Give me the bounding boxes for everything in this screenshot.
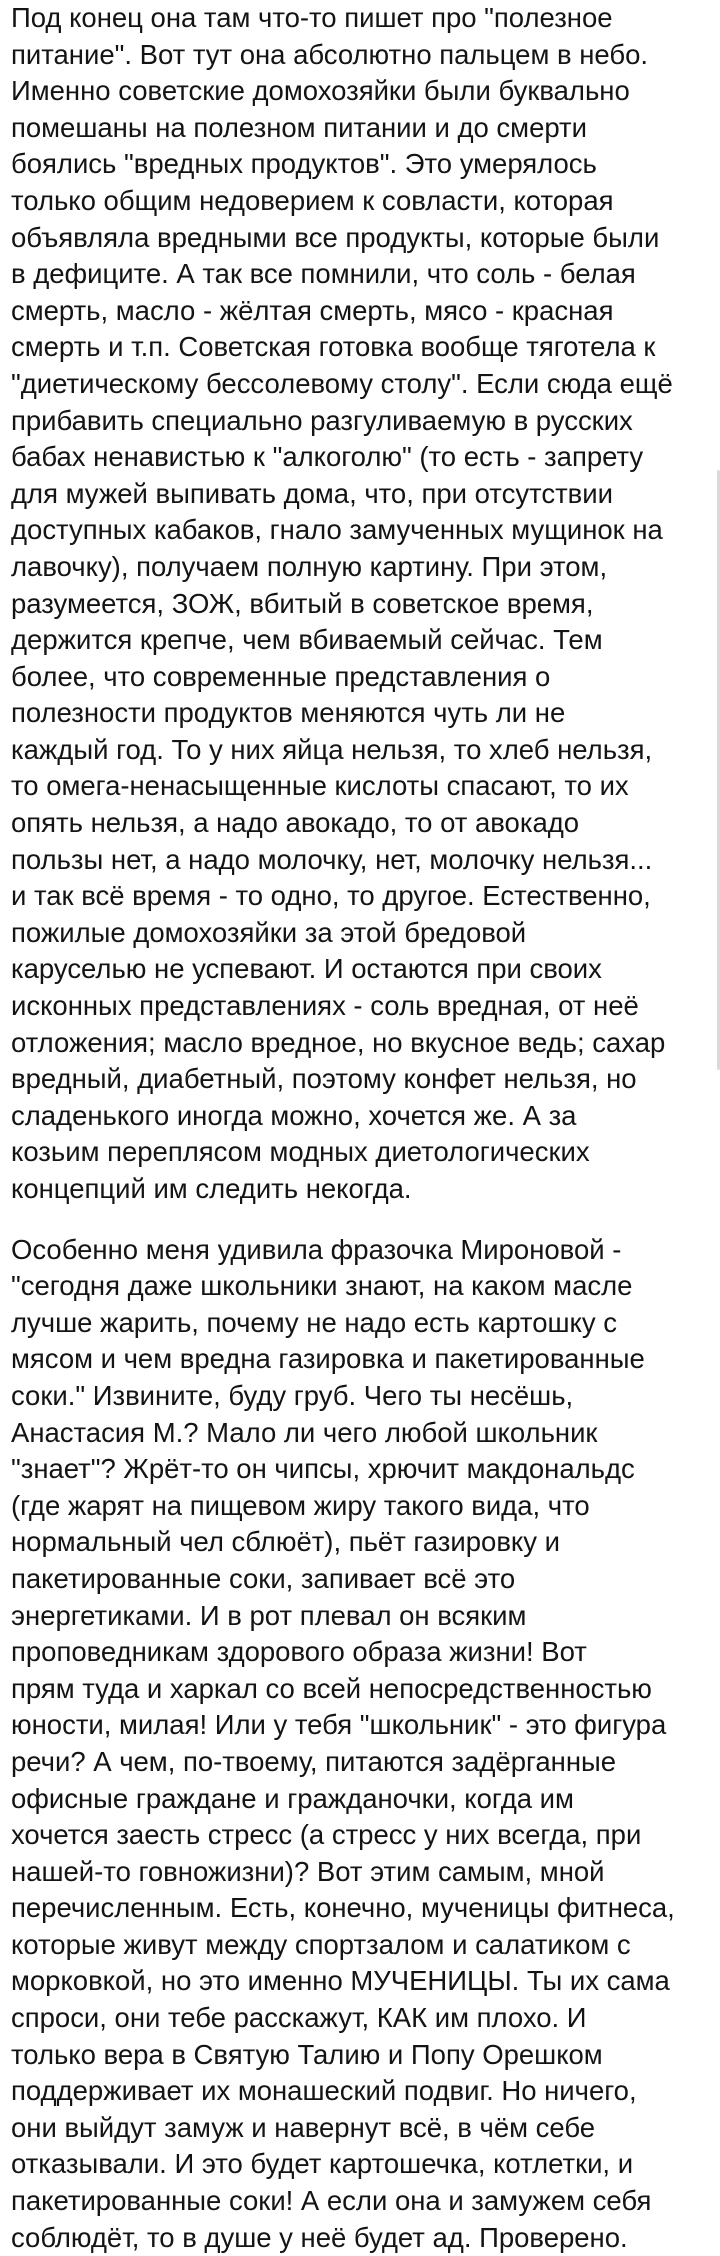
text-line: соблюдёт, то в душе у неё будет ад. Проверено. — [11, 2221, 628, 2253]
text-line: Анастасия М.? Мало ли чего любой школьник — [11, 1416, 598, 1448]
text-line: исконных представлениях - соль вредная, от неё — [11, 990, 639, 1022]
text-line: "знает"? Жрёт-то он чипсы, хрючит макдональдс — [11, 1453, 635, 1485]
text-line: поддерживает их монашеский подвиг. Но ничего, — [11, 2075, 637, 2107]
text-line: офисные граждане и гражданочки, когда им — [11, 1782, 574, 1814]
text-line: в дефиците. А так все помнили, что соль - белая — [11, 258, 636, 290]
text-line: прям туда и харкал со всей непосредственностью — [11, 1672, 652, 1704]
text-line: пользы нет, а надо молочку, нет, молочку нельзя... — [11, 843, 653, 875]
text-line: юности, милая! Или у тебя "школьник" - это фигура — [11, 1709, 667, 1741]
text-line: морковкой, но это именно МУЧЕНИЦЫ. Ты их сама — [11, 1965, 670, 1997]
text-line: питание". Вот тут она абсолютно пальцем в небо. — [11, 38, 649, 70]
text-line: Именно советские домохозяйки были буквально — [11, 75, 630, 107]
text-line: Особенно меня удивила фразочка Мироновой - — [11, 1233, 622, 1265]
text-line: мясом и чем вредна газировка и пакетированные — [11, 1343, 645, 1375]
text-line: боялись "вредных продуктов". Это умерялось — [11, 148, 597, 180]
text-line: только общим недоверием к совласти, которая — [11, 184, 614, 216]
text-line: каруселью не успевают. И остаются при своих — [11, 953, 602, 985]
text-line: отказывали. И это будет картошечка, котлетки, и — [11, 2148, 634, 2180]
text-line: смерть и т.п. Советская готовка вообще тяготела к — [11, 331, 656, 363]
text-line: пакетированные соки, запивает всё это — [11, 1562, 516, 1594]
text-line: отложения; масло вредное, но вкусное ведь; сахар — [11, 1026, 666, 1058]
text-line: спроси, они тебе расскажут, КАК им плохо. И — [11, 2002, 587, 2034]
text-line: Под конец она там что-то пишет про "полезное — [11, 2, 613, 33]
text-line: держится крепче, чем вбиваемый сейчас. Тем — [11, 624, 603, 656]
text-line: хочется заесть стресс (а стресс у них всегда, при — [11, 1819, 642, 1851]
text-line: концепций им следить некогда. — [11, 1173, 412, 1204]
text-line: помешаны на полезном питании и до смерти — [11, 111, 587, 143]
text-line: соки." Извините, буду груб. Чего ты несёшь, — [11, 1379, 574, 1411]
paragraph-2 — [0, 1232, 720, 2256]
text-line: прибавить специально разгуливаемую в русских — [11, 404, 633, 436]
text-line: полезности продуктов меняются чуть ли не — [11, 697, 566, 729]
text-line: нормальный чел сблюёт), пьёт газировку и — [11, 1526, 560, 1558]
text-line: речи? А чем, по-твоему, питаются задёрганные — [11, 1745, 617, 1777]
text-line: разумеется, ЗОЖ, вбитый в советское время, — [11, 587, 594, 619]
text-line: лавочку), получаем полную картину. При этом, — [11, 550, 608, 582]
text-line: смерть, масло - жёлтая смерть, мясо - красная — [11, 294, 614, 326]
text-line: опять нельзя, а надо авокадо, то от авокадо — [11, 807, 580, 839]
text-line: доступных кабаков, гнало замученных мущинок на — [11, 514, 663, 546]
text-line: только вера в Святую Талию и Попу Орешком — [11, 2038, 603, 2070]
text-line: проповедникам здорового образа жизни! Вот — [11, 1636, 587, 1668]
text-line: вредный, диабетный, поэтому конфет нельзя, но — [11, 1063, 637, 1095]
text-line: для мужей выпивать дома, что, при отсутствии — [11, 477, 613, 509]
text-line: и так всё время - то одно, то другое. Естественно, — [11, 880, 651, 912]
text-line: пакетированные соки! А если она и замужем себя — [11, 2185, 652, 2217]
text-line: объявляла вредными все продукты, которые были — [11, 221, 660, 253]
text-line: (где жарят на пищевом жиру такого вида, что — [11, 1489, 590, 1521]
text-line: нашей-то говножизни)? Вот этим самым, мной — [11, 1855, 605, 1887]
text-line: козьим переплясом модных диетологических — [11, 1136, 590, 1168]
text-line: более, что современные представления о — [11, 660, 551, 692]
paragraph-spacer — [0, 1208, 720, 1232]
text-line: "сегодня даже школьники знают, на каком масле — [11, 1270, 633, 1302]
text-line: лучше жарить, почему не надо есть картошку с — [11, 1306, 617, 1338]
text-line: которые живут между спортзалом и салатиком с — [11, 1928, 631, 1960]
text-line: "диетическому бессолевому столу". Если сюда ещё — [11, 367, 673, 399]
text-line: пожилые домохозяйки за этой бредовой — [11, 916, 527, 948]
text-line: энергетиками. И в рот плевал он всяким — [11, 1599, 527, 1631]
text-line: каждый год. То у них яйца нельзя, то хлеб нельзя, — [11, 733, 653, 765]
text-line: они выйдут замуж и навернут всё, в чём себе — [11, 2111, 596, 2143]
text-line: то омега-ненасыщенные кислоты спасают, то их — [11, 770, 629, 802]
text-line: бабах ненавистью к "алкоголю" (то есть - запрету — [11, 441, 644, 473]
text-line: сладенького иногда можно, хочется же. А за — [11, 1099, 577, 1131]
text-line: перечисленным. Есть, конечно, мученицы фитнеса, — [11, 1892, 675, 1924]
